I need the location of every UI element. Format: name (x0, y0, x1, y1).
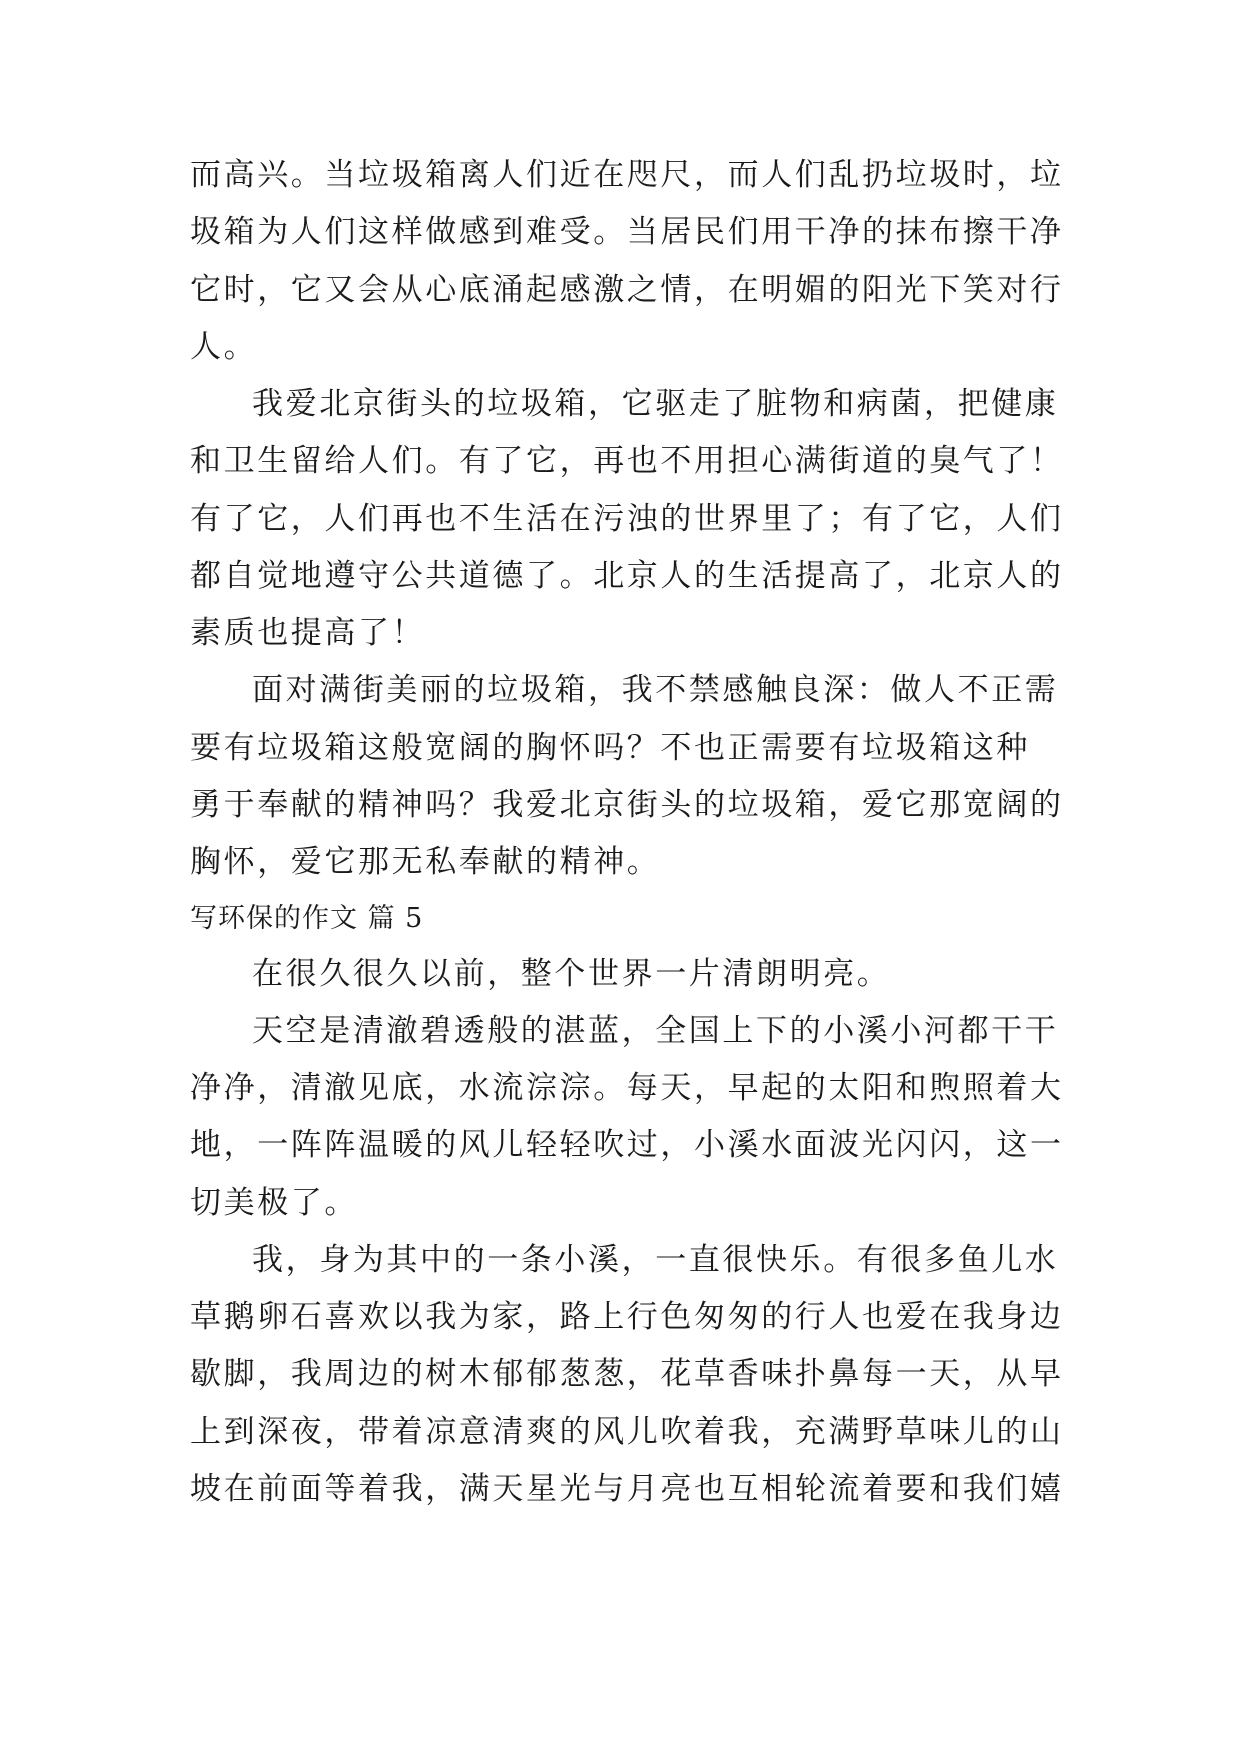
text-line: 它时，它又会从心底涌起感激之情，在明媚的阳光下笑对行 (190, 272, 1064, 308)
text-line: 勇于奉献的精神吗？我爱北京街头的垃圾箱，爱它那宽阔的 (190, 787, 1064, 823)
text-line: 地，一阵阵温暖的风儿轻轻吹过，小溪水面波光闪闪，这一 (190, 1127, 1064, 1163)
text-line: 歇脚，我周边的树木郁郁葱葱，花草香味扑鼻每一天，从早 (190, 1356, 1064, 1392)
paragraph-first-line: 我爱北京街头的垃圾箱，它驱走了脏物和病菌，把健康 (252, 386, 1059, 422)
text-line: 坡在前面等着我，满天星光与月亮也互相轮流着要和我们嬉 (190, 1471, 1064, 1507)
text-line: 圾箱为人们这样做感到难受。当居民们用干净的抹布擦干净 (190, 214, 1064, 250)
text-line: 都自觉地遵守公共道德了。北京人的生活提高了，北京人的 (190, 558, 1064, 594)
text-line: 上到深夜，带着凉意清爽的风儿吹着我，充满野草味儿的山 (190, 1414, 1064, 1450)
text-line: 而高兴。当垃圾箱离人们近在咫尺，而人们乱扔垃圾时，垃 (190, 157, 1064, 193)
text-line: 切美极了。 (190, 1185, 358, 1221)
text-line: 草鹅卵石喜欢以我为家，路上行色匆匆的行人也爱在我身边 (190, 1299, 1064, 1335)
section-heading: 写环保的作文 篇 5 (190, 903, 424, 934)
paragraph-first-line: 在很久很久以前，整个世界一片清朗明亮。 (252, 956, 891, 992)
paragraph-first-line: 面对满街美丽的垃圾箱，我不禁感触良深：做人不正需 (252, 672, 1059, 708)
text-line: 要有垃圾箱这般宽阔的胸怀吗？不也正需要有垃圾箱这种 (190, 730, 1030, 766)
text-line: 胸怀，爱它那无私奉献的精神。 (190, 844, 661, 880)
text-line: 和卫生留给人们。有了它，再也不用担心满街道的臭气了！ (190, 443, 1064, 479)
text-line: 素质也提高了！ (190, 615, 426, 651)
text-line: 人。 (190, 329, 258, 365)
text-line: 净净，清澈见底，水流淙淙。每天，早起的太阳和煦照着大 (190, 1070, 1064, 1106)
paragraph-first-line: 我，身为其中的一条小溪，一直很快乐。有很多鱼儿水 (252, 1242, 1059, 1278)
paragraph-first-line: 天空是清澈碧透般的湛蓝，全国上下的小溪小河都干干 (252, 1013, 1059, 1049)
text-line: 有了它，人们再也不生活在污浊的世界里了；有了它，人们 (190, 501, 1064, 537)
